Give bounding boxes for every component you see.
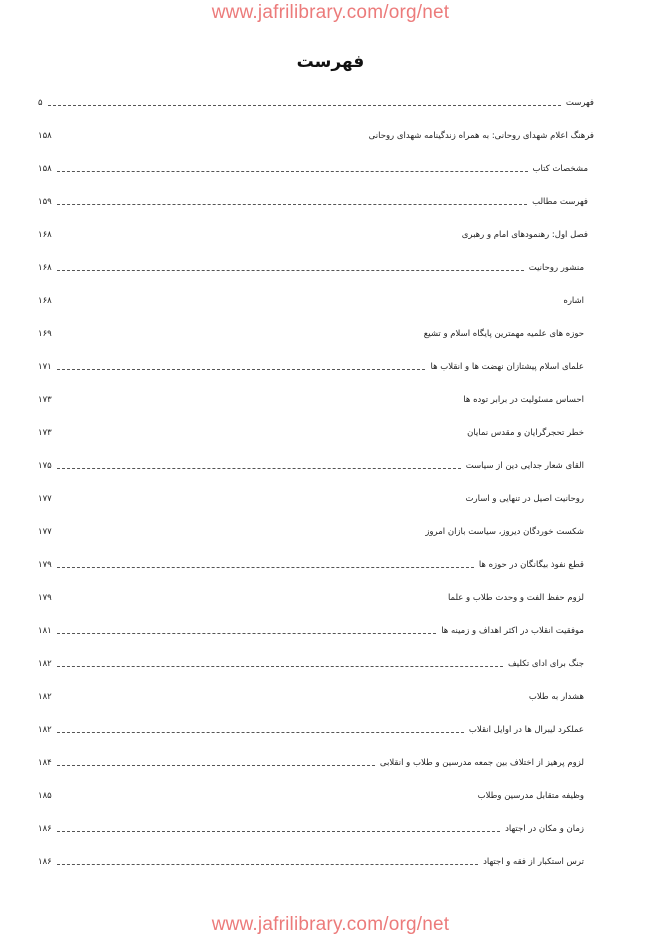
toc-entry[interactable]: [36, 779, 596, 812]
toc-entry[interactable]: [36, 152, 596, 185]
table-of-contents: [36, 86, 596, 878]
page-title: فهرست: [296, 52, 365, 72]
toc-entry-title[interactable]: موفقيت انقلاب در اكثر اهداف و زمينه ها: [441, 625, 584, 636]
toc-entry[interactable]: [36, 416, 596, 449]
toc-entry-title[interactable]: لزوم پرهيز از اختلاف بين جمعه مدرسين و طلاب و انقلابی: [379, 757, 584, 768]
toc-entry-page-number: ۱۶۸: [38, 262, 52, 273]
toc-entry[interactable]: [36, 812, 596, 845]
toc-entry-title[interactable]: علمای اسلام پيشتازان نهضت ها و انقلاب ها: [430, 361, 584, 372]
dotted-leader: [57, 666, 503, 667]
toc-entry-page-number: ۱۸۱: [38, 625, 52, 636]
toc-entry-title[interactable]: مشخصات كتاب: [532, 163, 588, 174]
toc-entry[interactable]: [36, 317, 596, 350]
toc-entry-title[interactable]: منشور روحانيت: [528, 262, 584, 273]
toc-entry[interactable]: [36, 713, 596, 746]
toc-entry-title[interactable]: زمان و مكان در اجتهاد: [505, 823, 584, 834]
toc-entry-page-number: ۱۸۵: [38, 790, 52, 801]
toc-entry-page-number: ۱۵۹: [38, 196, 52, 207]
dotted-leader: [48, 105, 561, 106]
toc-entry-page-number: ۱۸۲: [38, 691, 52, 702]
toc-entry-page-number: ۱۷۳: [38, 427, 52, 438]
toc-entry-page-number: ۱۷۷: [38, 526, 52, 537]
toc-entry-title[interactable]: فرهنگ اعلام شهدای روحانی: به همراه زندگینامه شهدای روحانی: [368, 130, 594, 141]
toc-entry[interactable]: [36, 746, 596, 779]
toc-entry-title[interactable]: اشاره: [563, 295, 584, 306]
toc-entry-title[interactable]: وظيفه متقابل مدرسين وطلاب: [477, 790, 584, 801]
toc-entry[interactable]: [36, 449, 596, 482]
toc-entry-title[interactable]: فهرست: [565, 97, 594, 108]
toc-entry[interactable]: [36, 548, 596, 581]
toc-entry-page-number: ۱۸۴: [38, 757, 52, 768]
toc-entry-title[interactable]: روحانيت اصيل در تنهايی و اسارت: [465, 493, 584, 504]
dotted-leader: [57, 270, 524, 271]
toc-entry[interactable]: [36, 647, 596, 680]
toc-entry-title[interactable]: لزوم حفظ الفت و وحدت طلاب و علما: [447, 592, 584, 603]
dotted-leader: [57, 633, 437, 634]
toc-entry-title[interactable]: فهرست مطالب: [532, 196, 588, 207]
toc-entry-page-number: ۱۸۶: [38, 823, 52, 834]
toc-entry-title[interactable]: قطع نفوذ بيگانگان در حوزه ها: [478, 559, 584, 570]
dotted-leader: [57, 204, 527, 205]
toc-entry[interactable]: [36, 284, 596, 317]
toc-entry[interactable]: [36, 515, 596, 548]
toc-entry[interactable]: [36, 86, 596, 119]
dotted-leader: [57, 468, 461, 469]
toc-entry[interactable]: [36, 119, 596, 152]
dotted-leader: [57, 765, 375, 766]
toc-entry-page-number: ۱۷۱: [38, 361, 52, 372]
toc-entry[interactable]: [36, 614, 596, 647]
dotted-leader: [57, 732, 464, 733]
toc-entry[interactable]: [36, 350, 596, 383]
toc-entry[interactable]: [36, 383, 596, 416]
toc-entry-title[interactable]: حوزه های علميه مهمترين پايگاه اسلام و تشيع: [423, 328, 584, 339]
toc-entry-title[interactable]: احساس مسئوليت در برابر توده ها: [463, 394, 584, 405]
dotted-leader: [57, 864, 478, 865]
toc-entry-page-number: ۱۶۹: [38, 328, 52, 339]
toc-entry-title[interactable]: هشدار به طلاب: [528, 691, 584, 702]
dotted-leader: [57, 369, 426, 370]
toc-entry-title[interactable]: فصل اول: رهنمودهای امام و رهبری: [461, 229, 588, 240]
toc-entry-title[interactable]: عملكرد ليبرال ها در اوايل انقلاب: [468, 724, 584, 735]
toc-entry-page-number: ۱۷۵: [38, 460, 52, 471]
toc-entry-page-number: ۱۵۸: [38, 163, 52, 174]
watermark-bottom: www.jafrilibrary.com/org/net: [211, 914, 450, 935]
toc-entry-page-number: ۱۶۸: [38, 229, 52, 240]
toc-entry[interactable]: [36, 218, 596, 251]
toc-entry-page-number: ۱۷۹: [38, 592, 52, 603]
toc-entry[interactable]: [36, 185, 596, 218]
toc-entry-title[interactable]: شكست خوردگان ديروز، سياست بازان امروز: [425, 526, 584, 537]
toc-entry-page-number: ۱۷۷: [38, 493, 52, 504]
toc-entry-page-number: ۱۸۶: [38, 856, 52, 867]
toc-entry-title[interactable]: ترس استكبار از فقه و اجتهاد: [483, 856, 584, 867]
toc-entry-title[interactable]: جنگ برای ادای تكليف: [507, 658, 584, 669]
dotted-leader: [57, 567, 474, 568]
toc-entry[interactable]: [36, 482, 596, 515]
toc-entry-page-number: ۱۸۲: [38, 724, 52, 735]
toc-entry-page-number: ۱۸۲: [38, 658, 52, 669]
toc-entry[interactable]: [36, 845, 596, 878]
toc-entry-page-number: ۵: [38, 97, 43, 108]
toc-entry-page-number: ۱۷۹: [38, 559, 52, 570]
toc-entry[interactable]: [36, 581, 596, 614]
toc-entry-title[interactable]: القای شعار جدايی دين از سياست: [465, 460, 584, 471]
toc-entry[interactable]: [36, 680, 596, 713]
toc-entry-title[interactable]: خطر تحجرگرايان و مقدس نمايان: [467, 427, 584, 438]
toc-entry-page-number: ۱۵۸: [38, 130, 52, 141]
toc-entry-page-number: ۱۶۸: [38, 295, 52, 306]
watermark-top: www.jafrilibrary.com/org/net: [211, 2, 450, 23]
toc-entry[interactable]: [36, 251, 596, 284]
toc-entry-page-number: ۱۷۳: [38, 394, 52, 405]
dotted-leader: [57, 171, 528, 172]
dotted-leader: [57, 831, 500, 832]
